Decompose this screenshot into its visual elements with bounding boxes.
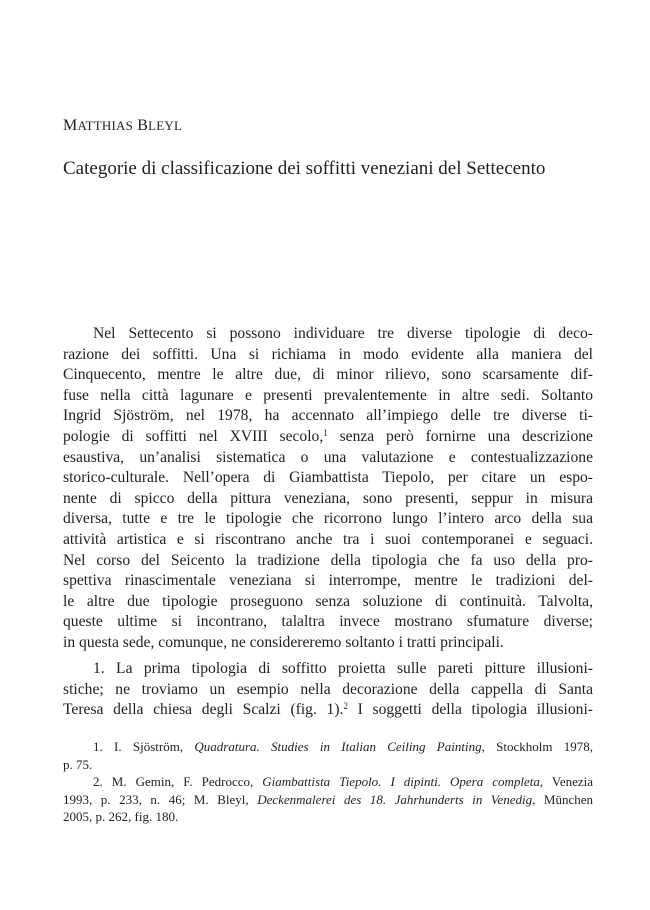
- footnote-text: 1993, p. 233, n. 46; M. Bleyl,: [63, 791, 258, 807]
- text-segment: pologie di soffitti nel XVIII secolo,: [63, 427, 324, 445]
- text-line: in questa sede, comunque, ne considereremo soltanto i tratti principali.: [63, 633, 504, 651]
- author-last-initial: B: [137, 117, 149, 134]
- footnote-title: Quadratura. Studies in Italian Ceiling Painting: [194, 739, 482, 754]
- footnote-2-cont: 2005, p. 262, fig. 180.: [63, 809, 179, 824]
- author-name: [63, 117, 182, 135]
- footnote-text: 2. M. Gemin, F. Pedrocco,: [93, 774, 263, 789]
- text-line: [63, 427, 593, 448]
- text-line: 1. La prima tipologia di soffitto proietta sulle pareti pitture illusioni-: [93, 660, 593, 677]
- footnote-ref-1[interactable]: 1: [323, 427, 328, 438]
- text-line: attività artistica e si riscontrano anche tra i suoi contemporanei e seguaci.: [63, 530, 593, 548]
- text-line: nente di spicco della pittura veneziana, sono presenti, seppur in misura: [63, 489, 593, 507]
- footnote-text: , München: [532, 791, 593, 807]
- footnote-1: [63, 738, 593, 756]
- text-line: spettiva rinascimentale veneziana si interrompe, mentre le tradizioni del-: [63, 572, 593, 590]
- text-line: [63, 700, 593, 721]
- text-line: storico-culturale. Nell’opera di Giambattista Tiepolo, per citare un espo-: [63, 469, 593, 487]
- author-first-initial: M: [63, 117, 78, 134]
- text-line: razione dei soffitti. Una si richiama in modo evidente alla maniera del: [63, 345, 593, 363]
- footnote-ref-2[interactable]: 2: [343, 701, 348, 712]
- footnote-1-cont: p. 75.: [63, 756, 93, 772]
- text-line: queste ultime si incontrano, talaltra invece mostrano sfumature diverse;: [63, 613, 593, 631]
- article-title: Categorie di classificazione dei soffitti veneziani del Settecento: [63, 158, 546, 179]
- text-line: fuse nella città lagunare e presenti prevalentemente in altre sedi. Soltanto: [63, 386, 593, 404]
- author-last-rest: LEYL: [148, 118, 183, 133]
- text-line: Ingrid Sjöström, nel 1978, ha accennato all’impiego delle tre diverse ti-: [63, 407, 593, 425]
- text-line: le altre due tipologie proseguono senza soluzione di continuità. Talvolta,: [63, 592, 593, 610]
- text-line: Cinquecento, mentre le altre due, di minor rilievo, sono scarsamente dif-: [63, 366, 593, 384]
- author-first-rest: ATTHIAS: [77, 118, 134, 133]
- footnote-text: 1. I. Sjöström,: [93, 739, 195, 754]
- footnote-text: , Stockholm 1978,: [481, 739, 593, 754]
- paragraph-first-typology: [63, 659, 593, 721]
- paragraph-intro: [63, 324, 593, 654]
- text-segment: I soggetti della tipologia illusioni-: [347, 701, 593, 719]
- text-line: diversa, tutte e tre le tipologie che ricorrono lungo l’intero arco della sua: [63, 510, 593, 528]
- text-line: esaustiva, un’analisi sistematica o una valutazione e contestualizzazione: [63, 448, 593, 466]
- text-line: Nel Settecento si possono individuare tre diverse tipologie di deco-: [93, 325, 593, 342]
- text-segment: Teresa della chiesa degli Scalzi (fig. 1).: [63, 701, 344, 719]
- footnote-title: Deckenmalerei des 18. Jahrhunderts in Venedig: [257, 791, 533, 807]
- text-line: Nel corso del Seicento la tradizione della tipologia che fa uso della pro-: [63, 551, 593, 569]
- text-segment: senza però fornirne una descrizione: [327, 427, 593, 445]
- footnote-2: [63, 773, 593, 791]
- text-line: stiche; ne troviamo un esempio nella decorazione della cappella di Santa: [63, 680, 593, 698]
- footnote-title: Giambattista Tiepolo. I dipinti. Opera completa: [262, 774, 540, 789]
- footnotes: [63, 738, 593, 826]
- footnote-text: , Venezia: [539, 774, 594, 789]
- footnote-2-cont: [63, 791, 593, 809]
